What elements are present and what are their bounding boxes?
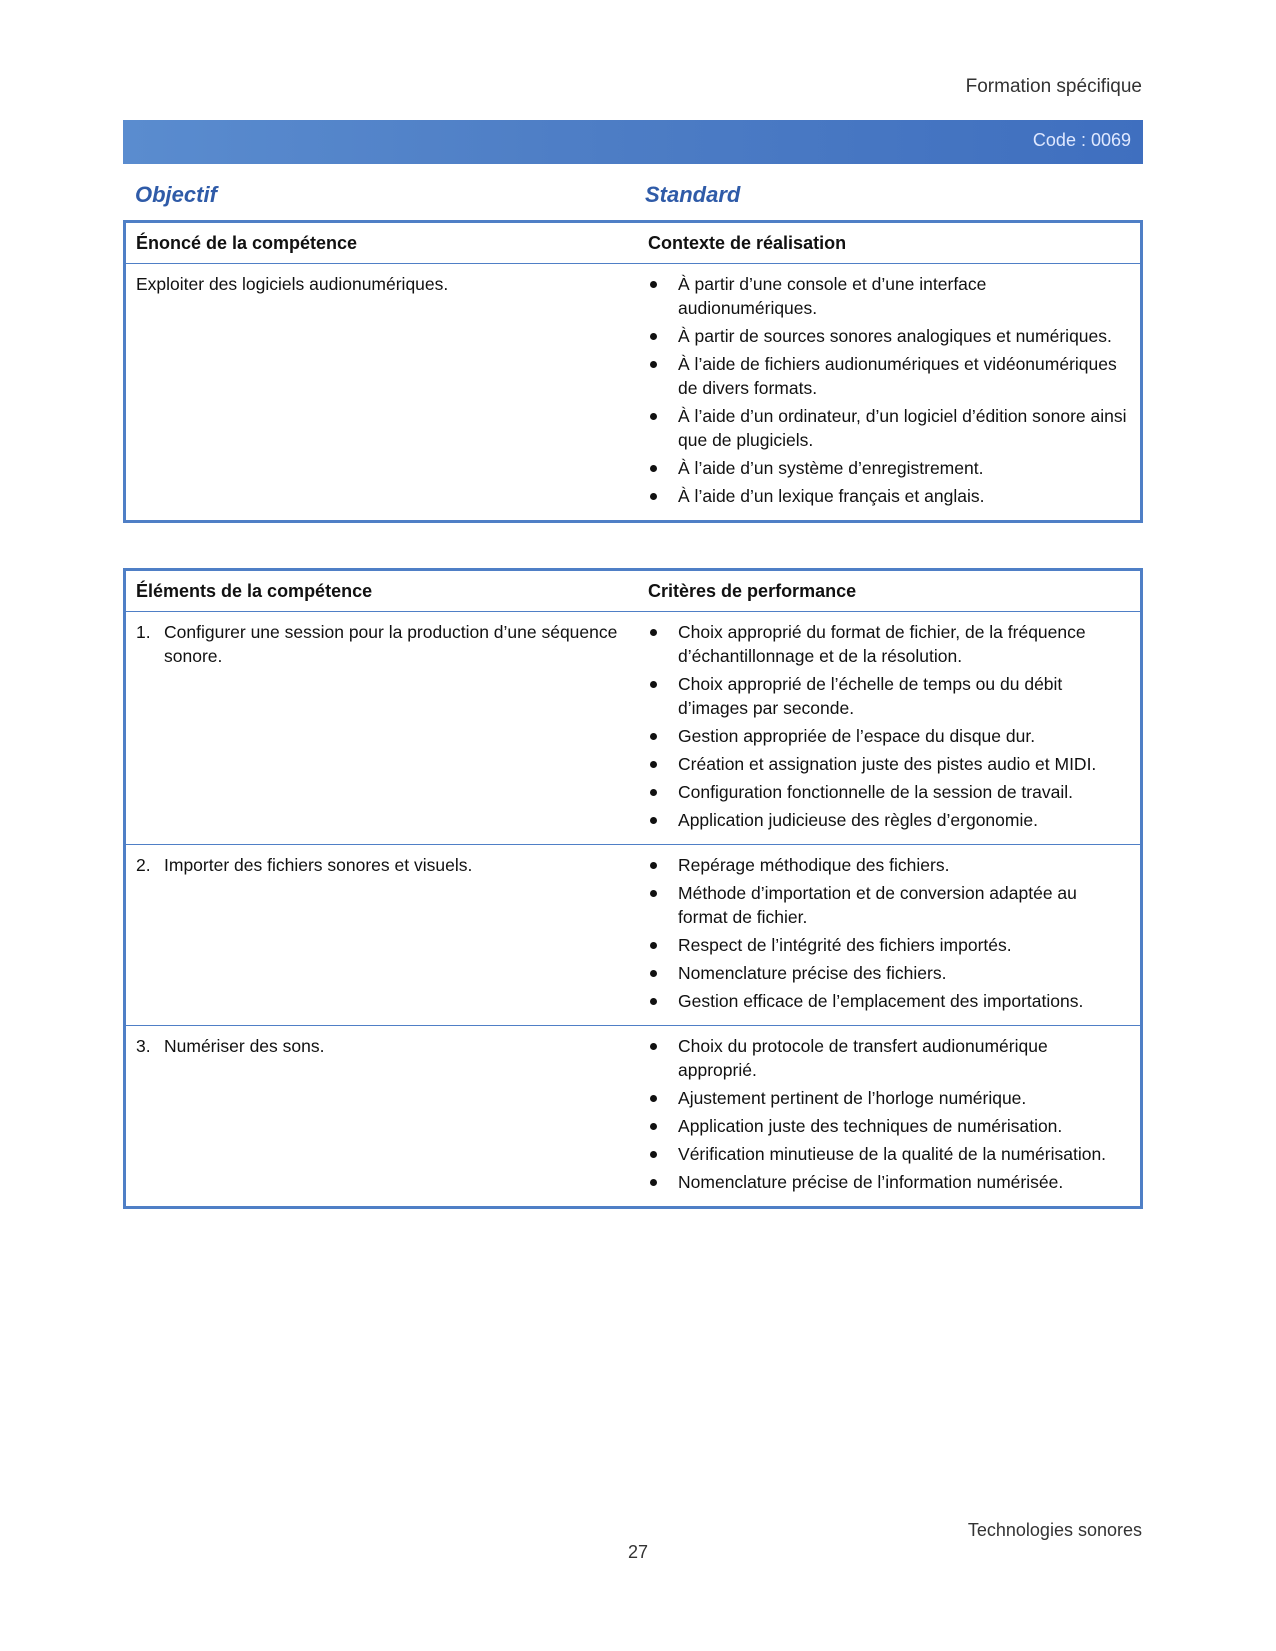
criteria-item: Nomenclature précise des fichiers. bbox=[648, 961, 1130, 985]
criteria-item: Respect de l’intégrité des fichiers importés. bbox=[648, 933, 1130, 957]
objective-standard-row bbox=[133, 180, 1133, 210]
criteria-cell bbox=[638, 845, 1141, 1026]
criteria-item: Méthode d’importation et de conversion adaptée au format de fichier. bbox=[648, 881, 1130, 929]
context-list bbox=[648, 272, 1130, 508]
criteria-item: Application juste des techniques de numérisation. bbox=[648, 1114, 1130, 1138]
context-item: À l’aide d’un système d’enregistrement. bbox=[648, 456, 1130, 480]
element-text: Configurer une session pour la production d’une séquence sonore. bbox=[164, 622, 618, 666]
criteria-item: Vérification minutieuse de la qualité de la numérisation. bbox=[648, 1142, 1130, 1166]
element-text: Importer des fichiers sonores et visuels. bbox=[164, 855, 473, 875]
criteria-item: Création et assignation juste des pistes audio et MIDI. bbox=[648, 752, 1130, 776]
element-number: 1. bbox=[136, 622, 151, 642]
criteria-list bbox=[648, 853, 1130, 1013]
objectif-label: Objectif bbox=[135, 182, 217, 207]
element-number: 2. bbox=[136, 855, 151, 875]
standard-label: Standard bbox=[645, 182, 741, 207]
elements-header: Éléments de la compétence bbox=[125, 570, 639, 612]
criteria-item: Choix du protocole de transfert audionumérique approprié. bbox=[648, 1034, 1130, 1082]
element-text: Numériser des sons. bbox=[164, 1036, 325, 1056]
criteria-cell bbox=[638, 1026, 1141, 1208]
competency-code: Code : 0069 bbox=[1032, 130, 1131, 150]
context-item: À l’aide d’un lexique français et anglais. bbox=[648, 484, 1130, 508]
context-header: Contexte de réalisation bbox=[638, 222, 1141, 264]
competence-table bbox=[123, 220, 1143, 523]
elements-table bbox=[123, 568, 1143, 1209]
program-section-title: Formation spécifique bbox=[965, 76, 1142, 97]
context-item: À partir d’une console et d’une interface audionumériques. bbox=[648, 272, 1130, 320]
code-bar bbox=[123, 120, 1143, 164]
criteria-cell bbox=[638, 612, 1141, 845]
context-cell bbox=[638, 264, 1141, 522]
criteria-header: Critères de performance bbox=[638, 570, 1141, 612]
element-item bbox=[136, 1034, 628, 1058]
context-item: À l’aide de fichiers audionumériques et vidéonumériques de divers formats. bbox=[648, 352, 1130, 400]
element-cell bbox=[125, 612, 639, 845]
context-item: À partir de sources sonores analogiques et numériques. bbox=[648, 324, 1130, 348]
element-item bbox=[136, 620, 628, 668]
criteria-item: Application judicieuse des règles d’ergonomie. bbox=[648, 808, 1130, 832]
competence-statement-header: Énoncé de la compétence bbox=[125, 222, 639, 264]
criteria-item: Choix approprié du format de fichier, de la fréquence d’échantillonnage et de la résolution. bbox=[648, 620, 1130, 668]
element-number: 3. bbox=[136, 1036, 151, 1056]
criteria-item: Ajustement pertinent de l’horloge numérique. bbox=[648, 1086, 1130, 1110]
criteria-list bbox=[648, 620, 1130, 832]
context-item: À l’aide d’un ordinateur, d’un logiciel d’édition sonore ainsi que de plugiciels. bbox=[648, 404, 1130, 452]
element-cell bbox=[125, 845, 639, 1026]
criteria-item: Gestion appropriée de l’espace du disque dur. bbox=[648, 724, 1130, 748]
criteria-item: Choix approprié de l’échelle de temps ou du débit d’images par seconde. bbox=[648, 672, 1130, 720]
footer-program-name: Technologies sonores bbox=[967, 1520, 1142, 1540]
competence-statement: Exploiter des logiciels audionumériques. bbox=[136, 274, 449, 294]
criteria-item: Configuration fonctionnelle de la session de travail. bbox=[648, 780, 1130, 804]
page-number: 27 bbox=[627, 1542, 649, 1562]
criteria-item: Nomenclature précise de l’information numérisée. bbox=[648, 1170, 1130, 1194]
criteria-item: Gestion efficace de l’emplacement des importations. bbox=[648, 989, 1130, 1013]
element-item bbox=[136, 853, 628, 877]
criteria-list bbox=[648, 1034, 1130, 1194]
criteria-item: Repérage méthodique des fichiers. bbox=[648, 853, 1130, 877]
element-cell bbox=[125, 1026, 639, 1208]
